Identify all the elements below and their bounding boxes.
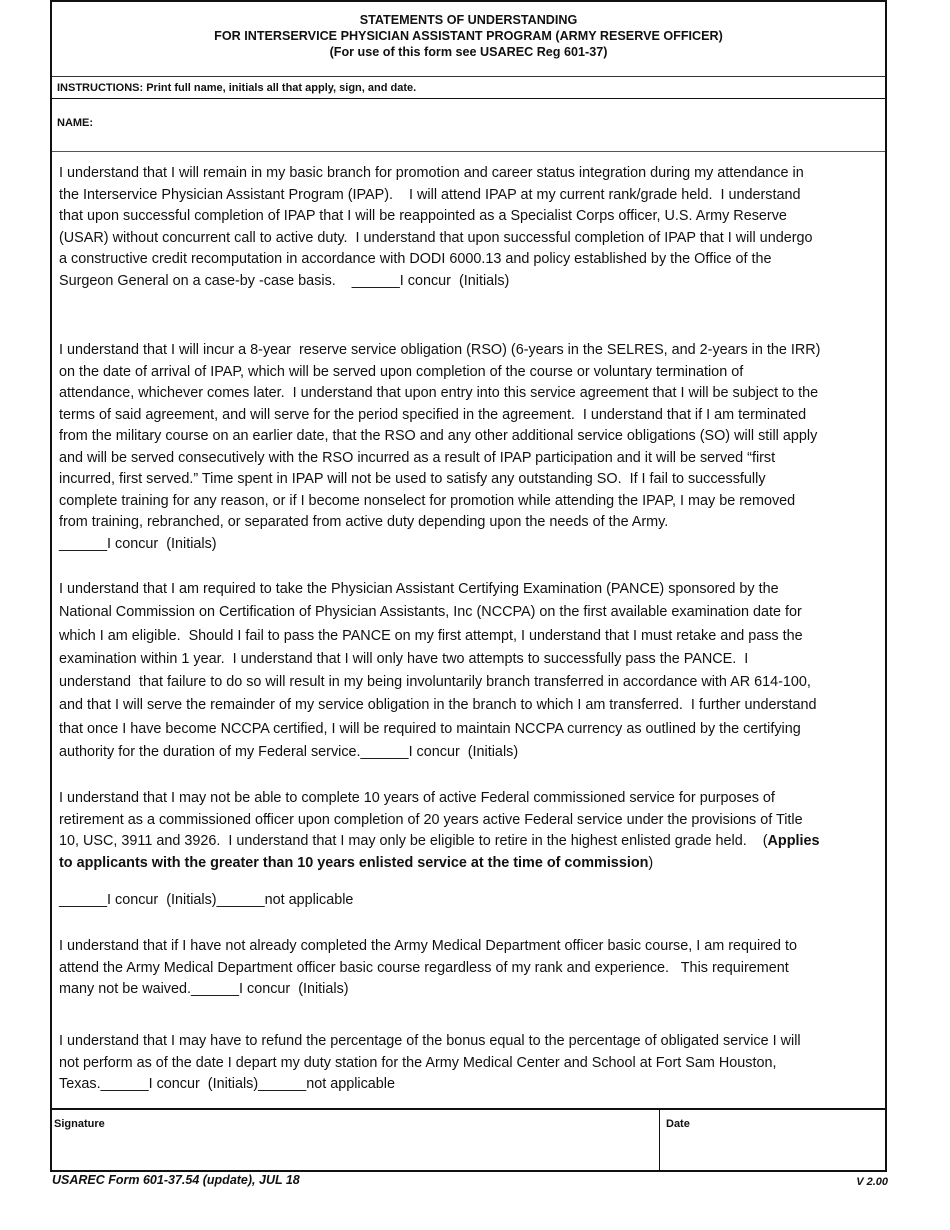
concur-initials-1[interactable]: Surgeon General on a case-by -case basis. ______I concur (Initials) — [59, 272, 510, 289]
text-line: incurred, first served.” Time spent in IPAP will not be used to satisfy any outstanding SO. If I fail to successfully — [59, 471, 766, 487]
form-title: STATEMENTS OF UNDERSTANDING — [359, 13, 578, 27]
text-line: on the date of arrival of IPAP, which will be served upon completion of the course or voluntary termination of — [59, 363, 744, 380]
form — [50, 0, 887, 1172]
text-line: which I am eligible. Should I fail to pass the PANCE on my first attempt, I understand that I must retake and pass the — [59, 627, 803, 644]
text-line: I understand that I am required to take the Physician Assistant Certifying Examination (PANCE) sponsored by the — [59, 581, 779, 597]
form-reference: (For use of this form see USAREC Reg 601-37) — [329, 45, 608, 59]
concur-initials-4[interactable]: ______I concur (Initials)______not applicable — [59, 892, 354, 908]
text-line: and will be served consecutively with the RSO incurred as a result of IPAP participation and it will be served “first — [59, 449, 776, 466]
text-segment: 10, USC, 3911 and 3926. I understand that I may only be eligible to retire in the highest enlisted grade held. ( — [59, 833, 768, 849]
concur-initials-5[interactable]: many not be waived.______I concur (Initials) — [59, 981, 349, 997]
text-line: understand that failure to do so will result in my being involuntarily branch transferred in accordance with AR 614-100, — [59, 674, 811, 691]
date-field[interactable]: Date — [666, 1118, 690, 1130]
name-field[interactable] — [52, 99, 885, 152]
text-line: and that I will serve the remainder of my service obligation in the branch to which I am transferred. I further understand — [59, 697, 817, 714]
statement-2 — [59, 340, 820, 555]
applies-note-cont: to applicants with the greater than 10 years enlisted service at the time of commission — [59, 854, 649, 871]
text-line: attendance, whichever comes later. I understand that upon entry into this service agreement that I will be subject to the — [59, 385, 819, 401]
text-line — [59, 853, 820, 875]
concur-initials-2[interactable]: ______I concur (Initials) — [59, 535, 217, 552]
divider — [659, 1110, 660, 1172]
form-version: V 2.00 — [856, 1176, 888, 1188]
name-label: NAME: — [57, 117, 94, 129]
text-line: a constructive credit recomputation in accordance with DODI 6000.13 and policy established by the Office of the — [59, 251, 772, 267]
text-line: examination within 1 year. I understand that I will only have two attempts to successfully pass the PANCE. I — [59, 650, 749, 667]
text-line: attend the Army Medical Department officer basic course regardless of my rank and experience. This requirement — [59, 959, 789, 976]
text-line: from the military course on an earlier date, that the RSO and any other additional service obligations (SO) will still apply — [59, 428, 818, 444]
concur-initials-3[interactable]: authority for the duration of my Federal service.______I concur (Initials) — [59, 744, 519, 761]
statement-4 — [59, 788, 820, 912]
text-line: the Interservice Physician Assistant Program (IPAP). I will attend IPAP at my current rank/grade held. I understand — [59, 186, 801, 203]
text-line: not perform as of the date I depart my duty station for the Army Medical Center and School at Fort Sam Houston, — [59, 1054, 777, 1071]
form-subtitle: FOR INTERSERVICE PHYSICIAN ASSISTANT PROGRAM (ARMY RESERVE OFFICER) — [214, 29, 723, 43]
statement-3 — [59, 578, 816, 764]
text-line: from training, rebranched, or separated from active duty depending upon the needs of the Army. — [59, 514, 669, 530]
statement-6 — [59, 1031, 801, 1096]
text-line: (USAR) without concurrent call to active duty. I understand that upon successful completion of IPAP that I will undergo — [59, 229, 813, 246]
text-line: I understand that I will remain in my basic branch for promotion and career status integration during my attendance in — [59, 165, 804, 181]
text-line: that once I have become NCCPA certified, I will be required to maintain NCCPA currency as outlined by the certifying — [59, 720, 801, 737]
text-line: I understand that I will incur a 8-year reserve service obligation (RSO) (6-years in the SELRES, and 2-years in the IRR) — [59, 342, 821, 358]
statement-5 — [59, 936, 797, 1001]
text-line: that upon successful completion of IPAP that I will be reappointed as a Specialist Corps officer, U.S. Army Reserve — [59, 208, 787, 224]
text-line: I understand that I may have to refund the percentage of the bonus equal to the percentage of obligated service I will — [59, 1033, 801, 1049]
text-line: terms of said agreement, and will serve for the period specified in the agreement. I understand that if I am terminated — [59, 406, 807, 423]
concur-initials-6[interactable]: Texas.______I concur (Initials)______not applicable — [59, 1076, 396, 1092]
applies-note: Applies — [767, 833, 820, 849]
statement-1 — [59, 163, 813, 292]
signature-row — [52, 1108, 885, 1172]
signature-field[interactable]: Signature — [54, 1118, 105, 1130]
form-header — [52, 2, 885, 77]
text-line: I understand that I may not be able to complete 10 years of active Federal commissioned service for purposes of — [59, 790, 775, 806]
form-id: USAREC Form 601-37.54 (update), JUL 18 — [52, 1173, 300, 1187]
instructions: INSTRUCTIONS: Print full name, initials all that apply, sign, and date. — [52, 77, 885, 99]
text-line: retirement as a commissioned officer upon completion of 20 years active Federal service under the provisions of Title — [59, 811, 803, 828]
text-line — [59, 831, 820, 853]
text-line: National Commission on Certification of Physician Assistants, Inc (NCCPA) on the first available examination date for — [59, 604, 802, 621]
text-line: complete training for any reason, or if I become nonselect for promotion while attending the IPAP, I may be removed — [59, 492, 796, 509]
text-line: I understand that if I have not already completed the Army Medical Department officer basic course, I am required to — [59, 938, 798, 954]
close-paren: ) — [648, 854, 654, 871]
